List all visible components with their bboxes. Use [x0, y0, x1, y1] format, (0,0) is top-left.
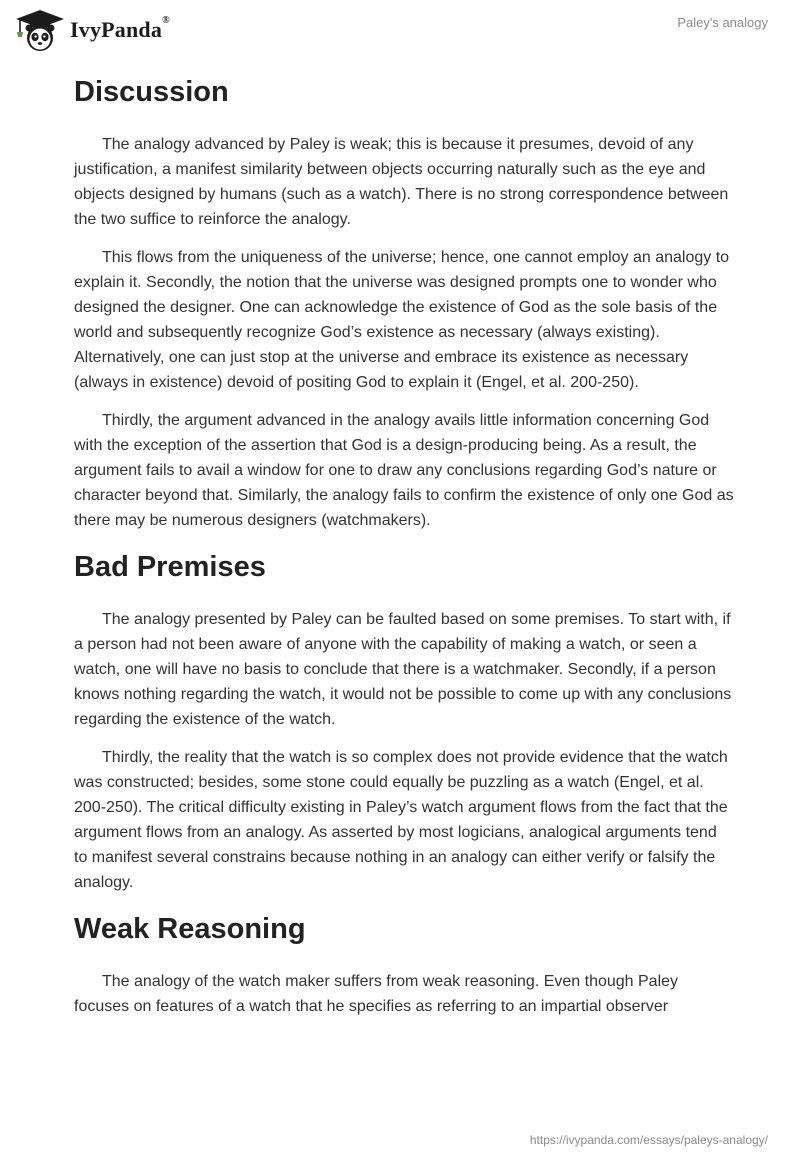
brand-name: IvyPanda®: [70, 15, 170, 42]
panda-graduate-icon: [14, 8, 66, 52]
paragraph: The analogy of the watch maker suffers from weak reasoning. Even though Paley focuses on features of a watch that he specifies as referring to an impartial observer: [74, 973, 679, 1015]
registered-mark: ®: [162, 15, 170, 26]
section-heading-discussion: Discussion: [74, 76, 229, 108]
brand-logo-link[interactable]: [14, 8, 170, 52]
paragraph: The analogy presented by Paley can be faulted based on some premises. To start with, if a person had not been aware of anyone with the capability of making a watch, or seen a watch, one will have no basis to conclude that there is a watchmaker. Secondly, if a person knows nothing regarding the watch, it would not be possible to come up with any conclusions regarding the existence of the watch.: [74, 611, 732, 728]
page-title: Paley's analogy: [677, 15, 768, 30]
section-heading-bad-premises: Bad Premises: [74, 551, 266, 583]
paragraph: This flows from the uniqueness of the universe; hence, one cannot employ an analogy to explain it. Secondly, the notion that the universe was designed prompts one to wonder who designed the designer. One can acknowledge the existence of God as the sole basis of the world and subsequently recognize God’s existence as necessary (always existing). Alternatively, one can just stop at the universe and embrace its existence as necessary (always in existence) devoid of positing God to explain it (Engel, et al. 200-250).: [74, 249, 730, 391]
section-heading-weak-reasoning: Weak Reasoning: [74, 913, 306, 945]
paragraph: Thirdly, the reality that the watch is so complex does not provide evidence that the watch was constructed; besides, some stone could equally be puzzling as a watch (Engel, et al. 200-250). The critical difficulty existing in Paley’s watch argument flows from the fact that the argument flows from an analogy. As asserted by most logicians, analogical arguments tend to manifest several constrains because nothing in an analogy can either verify or falsify the analogy.: [74, 749, 728, 891]
paragraph: Thirdly, the argument advanced in the analogy avails little information concerning God with the exception of the assertion that God is a design-producing being. As a result, the argument fails to avail a window for one to draw any conclusions regarding God’s nature or character beyond that. Similarly, the analogy fails to confirm the existence of only one God as there may be numerous designers (watchmakers).: [74, 412, 734, 529]
article-body: [74, 72, 734, 1019]
paragraph: The analogy advanced by Paley is weak; this is because it presumes, devoid of any justification, a manifest similarity between objects occurring naturally such as the eye and objects designed by humans (such as a watch). There is no strong correspondence between the two suffice to reinforce the analogy.: [74, 136, 729, 228]
footer-url-link[interactable]: https://ivypanda.com/essays/paleys-analogy/: [529, 1133, 768, 1147]
